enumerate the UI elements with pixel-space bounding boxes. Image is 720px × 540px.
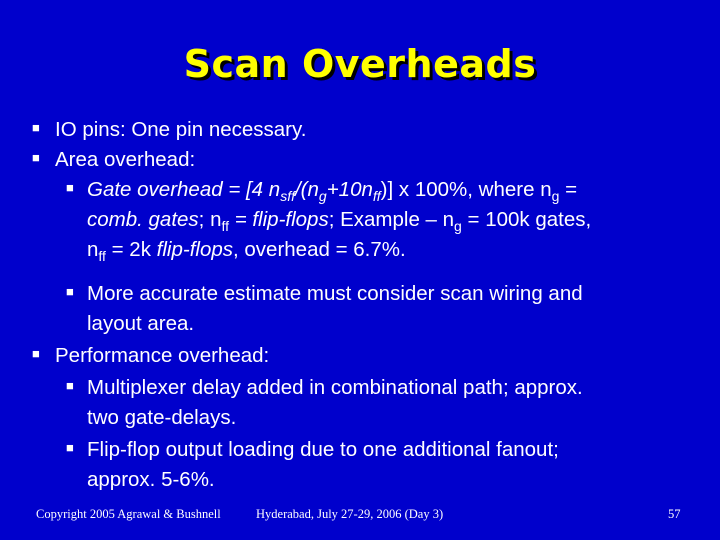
bullet-io-pins: IO pins: One pin necessary. (55, 118, 307, 141)
formula-text: n (87, 238, 99, 261)
bullet-ff-loading-line2: approx. 5-6%. (87, 468, 215, 491)
formula-text: comb. gates (87, 208, 199, 231)
bullet-gate-overhead-line1 (87, 178, 577, 208)
square-bullet-icon: ■ (66, 284, 74, 299)
bullet-performance-overhead: Performance overhead: (55, 344, 270, 367)
formula-text: )] x 100%, where n (380, 178, 552, 201)
footer-event: Hyderabad, July 27-29, 2006 (Day 3) (256, 507, 444, 521)
subscript: g (551, 188, 560, 204)
formula-text: flip-flops (156, 238, 233, 261)
bullet-mux-delay-line2: two gate-delays. (87, 406, 237, 429)
formula-text: +10n (326, 178, 373, 201)
formula-text: Gate overhead = [4 n (87, 178, 281, 201)
formula-text: ; Example – n (328, 208, 455, 231)
footer-page-number: 57 (668, 507, 681, 521)
bullet-mux-delay-line1: Multiplexer delay added in combinational path; approx. (87, 376, 583, 399)
square-bullet-icon: ■ (66, 440, 74, 455)
square-bullet-icon: ■ (32, 120, 40, 135)
bullet-accurate-estimate-line1: More accurate estimate must consider scan wiring and (87, 282, 583, 305)
bullet-accurate-estimate-line2: layout area. (87, 312, 195, 335)
square-bullet-icon: ■ (66, 378, 74, 393)
bullet-gate-overhead-line2 (87, 208, 591, 238)
subscript: sff (280, 188, 295, 204)
bullet-ff-loading-line1: Flip-flop output loading due to one additional fanout; (87, 438, 559, 461)
formula-text: = flip-flops (229, 208, 329, 231)
footer-copyright: Copyright 2005 Agrawal & Bushnell (36, 507, 221, 521)
bullet-gate-overhead-line3 (87, 238, 406, 268)
subscript: g (454, 218, 462, 234)
formula-text: = 100k gates, (461, 208, 592, 231)
formula-text: = 2k (105, 238, 157, 261)
square-bullet-icon: ■ (32, 346, 40, 361)
formula-text: /(n (294, 178, 319, 201)
formula-text: ; n (198, 208, 222, 231)
subscript: ff (221, 218, 229, 234)
slide-title: Scan Overheads (183, 42, 537, 86)
square-bullet-icon: ■ (66, 180, 74, 195)
bullet-area-overhead: Area overhead: (55, 148, 196, 171)
subscript: ff (98, 248, 106, 264)
subscript: ff (372, 188, 381, 204)
subscript: g (318, 188, 327, 204)
formula-text: , overhead = 6.7%. (233, 238, 406, 261)
formula-text: = (559, 178, 578, 201)
square-bullet-icon: ■ (32, 150, 40, 165)
